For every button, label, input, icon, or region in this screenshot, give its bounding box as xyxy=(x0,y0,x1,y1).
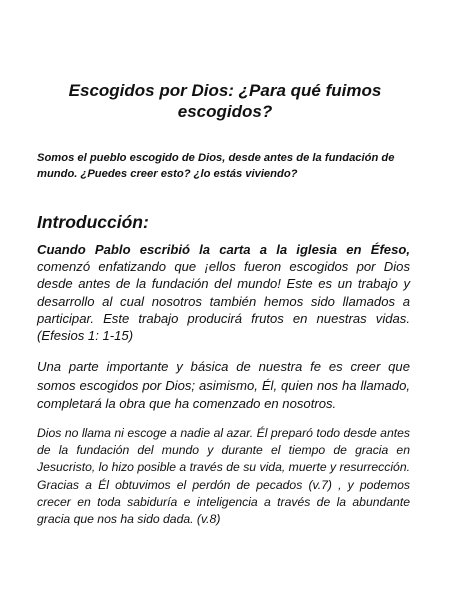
paragraph-1-body: comenzó enfatizando que ¡ellos fueron escogidos por Dios desde antes de la fundación del mundo! Este es un trabajo y desarrollo al cual nosotros también hemos sido llamados a participar. Este trabajo producirá frutos en nuestras vidas. (Efesios 1: 1-15) xyxy=(37,259,410,344)
paragraph-3: Dios no llama ni escoge a nadie al azar. Él preparó todo desde antes de la fundación del mundo y durante el tiempo de gracia en Jesucristo, lo hizo posible a través de su vida, muerte y resurrección. Gracias a Él obtuvimos el perdón de pecados (v.7) , y podemos crecer en toda sabiduría e inteligencia a través de la abundante gracia que nos ha sido dada. (v.8) xyxy=(37,426,410,527)
paragraph-2: Una parte importante y básica de nuestra fe es creer que somos escogidos por Dios; asimismo, Él, quien nos ha llamado, completará la obra que ha comenzado en nosotros. xyxy=(37,359,410,411)
paragraph-1-lead: Cuando Pablo escribió la carta a la iglesia en Éfeso, xyxy=(37,242,410,257)
document-title: Escogidos por Dios: ¿Para qué fuimos escogidos? xyxy=(68,81,382,121)
section-heading: Introducción: xyxy=(37,212,149,232)
document-subtitle: Somos el pueblo escogido de Dios, desde antes de la fundación de mundo. ¿Puedes creer esto? ¿lo estás viviendo? xyxy=(37,152,395,180)
paragraph-1 xyxy=(37,241,410,344)
